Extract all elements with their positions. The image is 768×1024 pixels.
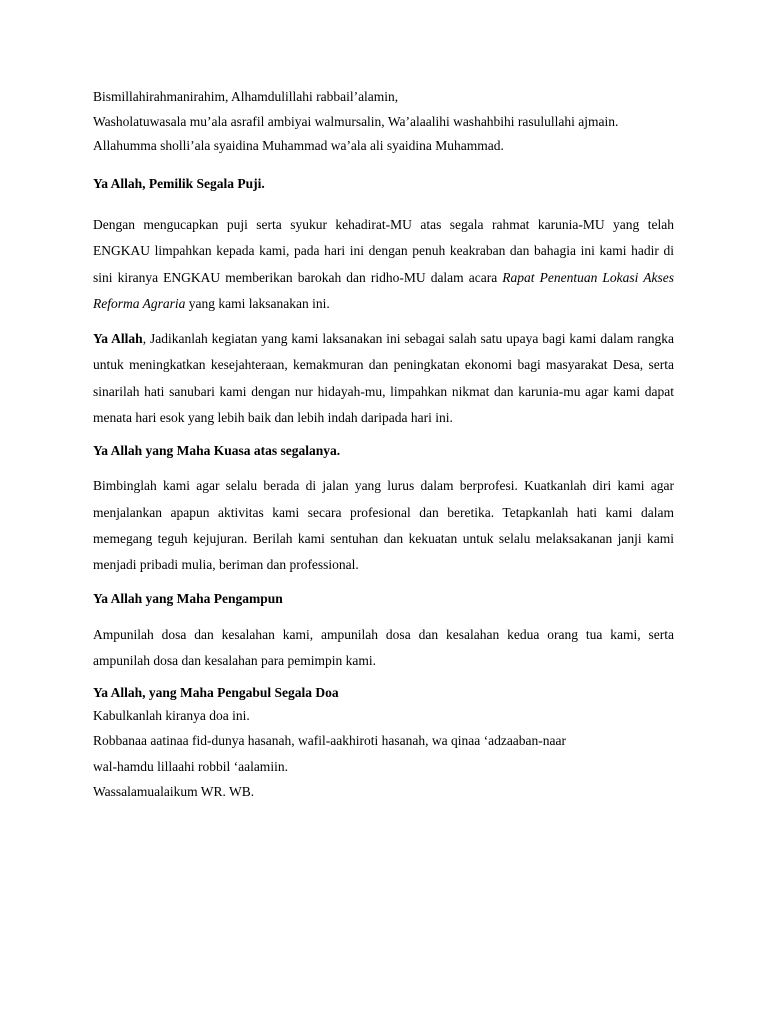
document-page (93, 86, 674, 804)
closing-line-1: Kabulkanlah kiranya doa ini. (93, 708, 250, 724)
paragraph-3: Bimbinglah kami agar selalu berada di jalan yang lurus dalam berprofesi. Kuatkanlah diri kami agar menjalankan apapun aktivitas kami secara profesional dan beretika. Tetapkanlah hati kami dalam memegang teguh kejujuran. Berilah kami sentuhan dan kekuatan untuk selalu melaksakanan janji kami menjadi pribadi mulia, beriman dan professional. (93, 478, 674, 573)
heading-maha-kuasa: Ya Allah yang Maha Kuasa atas segalanya. (93, 443, 341, 459)
heading-maha-pengabul: Ya Allah, yang Maha Pengabul Segala Doa (93, 685, 339, 701)
paragraph-2 (93, 326, 674, 431)
paragraph-1-text: Dengan mengucapkan puji serta syukur kehadirat-MU atas segala rahmat karunia-MU yang telah ENGKAU limpahkan kepada kami, pada hari ini dengan penuh keakraban dan bahagia ini kami hadir di sini kiranya ENGKAU memberikan barokah dan ridho-MU dalam acara (93, 217, 674, 285)
opening-line-1: Bismillahirahmanirahim, Alhamdulillahi rabbail’alamin, (93, 89, 399, 104)
paragraph-2-text: , Jadikanlah kegiatan yang kami laksanakan ini sebagai salah satu upaya bagi kami dalam rangka untuk meningkatkan kesejahteraan, kemakmuran dan peningkatan ekonomi bagi masyarakat Desa, serta sinarilah hati sanubari kami dengan nur hidayah-mu, limpahkan nikmat dan karunia-mu agar kami dapat menata hari esok yang lebih baik dan lebih indah daripada hari ini. (93, 331, 674, 426)
opening-line-3: Allahumma sholli’ala syaidina Muhammad wa’ala ali syaidina Muhammad. (93, 137, 504, 153)
paragraph-1-event-name: Rapat Penentuan Lokasi Akses Reforma Agraria (93, 269, 674, 311)
paragraph-2-lead: Ya Allah (93, 331, 143, 347)
closing-block (93, 682, 674, 804)
heading-pemilik-segala-puji: Ya Allah, Pemilik Segala Puji. (93, 176, 265, 191)
opening-line-2: Washolatuwasala mu’ala asrafil ambiyai walmursalin, Wa’alaalihi washahbihi rasulullahi ajmain. (93, 113, 619, 129)
paragraph-1-tail: yang kami laksanakan ini. (185, 295, 330, 311)
paragraph-4: Ampunilah dosa dan kesalahan kami, ampunilah dosa dan kesalahan kedua orang tua kami, serta ampunilah dosa dan kesalahan para pemimpin kami. (93, 626, 674, 668)
closing-line-4: Wassalamualaikum WR. WB. (93, 784, 255, 800)
heading-maha-pengampun: Ya Allah yang Maha Pengampun (93, 590, 283, 606)
closing-line-2: Robbanaa aatinaa fid-dunya hasanah, wafil-aakhiroti hasanah, wa qinaa ‘adzaaban-naar (93, 733, 567, 749)
paragraph-1 (93, 212, 674, 317)
closing-line-3: wal-hamdu lillaahi robbil ‘aalamiin. (93, 759, 288, 775)
opening-block (93, 86, 674, 157)
